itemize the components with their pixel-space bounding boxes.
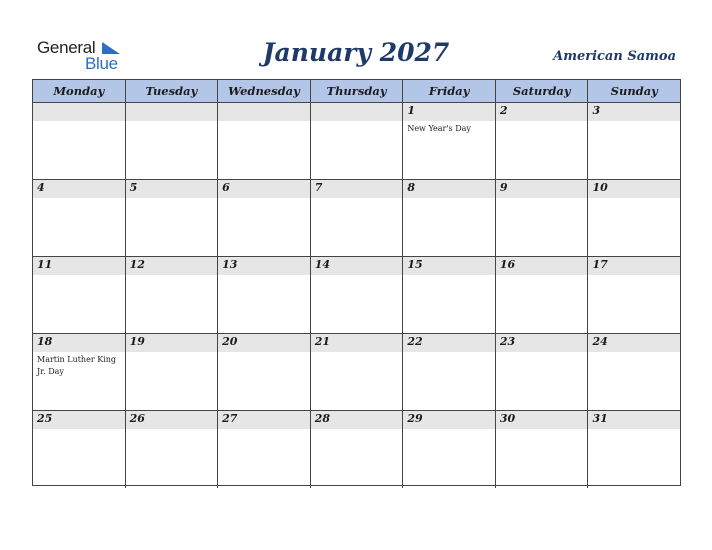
day-number-bar	[588, 103, 680, 121]
day-number: 8	[407, 181, 415, 194]
day-number-bar	[33, 103, 125, 121]
day-number: 2	[499, 104, 508, 117]
day-number: 9	[499, 181, 508, 194]
day-number-bar	[403, 103, 495, 121]
day-cell[interactable]	[403, 334, 496, 410]
day-number-bar	[496, 103, 588, 121]
day-number-bar	[496, 180, 588, 198]
weekday-header: Friday	[403, 80, 496, 102]
day-number: 18	[37, 335, 53, 348]
day-number: 28	[314, 412, 331, 425]
day-cell[interactable]	[403, 411, 496, 488]
day-cell[interactable]	[126, 411, 219, 488]
day-number: 7	[314, 181, 323, 194]
day-cell[interactable]	[311, 180, 404, 256]
day-cell[interactable]	[496, 334, 589, 410]
week-row	[33, 334, 680, 411]
day-cell[interactable]	[33, 334, 126, 410]
calendar-title: January 2027	[262, 38, 450, 67]
week-row	[33, 103, 680, 180]
day-number: 13	[222, 258, 238, 271]
day-cell[interactable]	[126, 103, 219, 179]
week-row	[33, 257, 680, 334]
day-cell[interactable]	[218, 257, 311, 333]
day-cell[interactable]	[588, 180, 680, 256]
day-cell[interactable]	[33, 257, 126, 333]
day-number: 31	[592, 412, 608, 425]
blue-triangle-flag-icon	[101, 41, 121, 55]
day-cell[interactable]	[126, 257, 219, 333]
logo-word-blue: Blue	[85, 54, 118, 73]
day-number-bar	[126, 103, 218, 121]
day-cell[interactable]	[311, 411, 404, 488]
day-cell[interactable]	[218, 180, 311, 256]
weekday-header: Saturday	[496, 80, 589, 102]
region-name: American Samoa	[553, 49, 676, 64]
weekday-header-row	[33, 80, 680, 103]
day-number-bar	[218, 103, 310, 121]
day-number-bar	[126, 180, 218, 198]
day-cell[interactable]	[126, 334, 219, 410]
day-cell[interactable]	[588, 334, 680, 410]
day-number: 1	[407, 104, 415, 117]
weekday-header: Monday	[33, 80, 126, 102]
day-number: 11	[37, 258, 53, 271]
day-number: 22	[407, 335, 423, 348]
weekday-header: Wednesday	[218, 80, 311, 102]
day-number: 16	[499, 258, 516, 271]
day-number: 14	[314, 258, 331, 271]
day-number-bar	[218, 180, 310, 198]
day-cell[interactable]	[403, 103, 496, 179]
day-number: 3	[592, 104, 601, 117]
day-cell[interactable]	[218, 103, 311, 179]
day-cell[interactable]	[496, 257, 589, 333]
day-cell[interactable]	[403, 257, 496, 333]
day-cell[interactable]	[403, 180, 496, 256]
day-cell[interactable]	[588, 257, 680, 333]
day-number: 24	[592, 335, 608, 348]
holiday-label: New Year's Day	[407, 124, 471, 133]
day-cell[interactable]	[218, 334, 311, 410]
day-number: 17	[592, 258, 608, 271]
day-cell[interactable]	[496, 103, 589, 179]
day-number: 25	[37, 412, 53, 425]
holiday-label: Martin Luther King Jr. Day	[37, 355, 116, 376]
day-cell[interactable]	[126, 180, 219, 256]
logo-word-general: General	[37, 38, 96, 57]
day-cell[interactable]	[311, 257, 404, 333]
weekday-header: Thursday	[311, 80, 404, 102]
day-number: 4	[37, 181, 45, 194]
logo	[37, 38, 127, 74]
weekday-header: Tuesday	[126, 80, 219, 102]
day-cell[interactable]	[311, 103, 404, 179]
day-number: 30	[499, 412, 516, 425]
day-number-bar	[311, 103, 403, 121]
calendar-grid	[32, 79, 681, 486]
day-number-bar	[311, 180, 403, 198]
day-number-bar	[403, 180, 495, 198]
week-row	[33, 411, 680, 488]
week-row	[33, 180, 680, 257]
day-number: 26	[129, 412, 145, 425]
day-number: 29	[407, 412, 423, 425]
day-number: 5	[129, 181, 138, 194]
day-cell[interactable]	[33, 103, 126, 179]
day-cell[interactable]	[496, 411, 589, 488]
day-number-bar	[33, 180, 125, 198]
day-number: 12	[129, 258, 145, 271]
day-cell[interactable]	[496, 180, 589, 256]
weeks-container	[33, 103, 680, 488]
day-number: 20	[222, 335, 238, 348]
day-number: 21	[314, 335, 331, 348]
day-number: 6	[222, 181, 230, 194]
day-number: 23	[499, 335, 516, 348]
day-cell[interactable]	[311, 334, 404, 410]
day-cell[interactable]	[588, 103, 680, 179]
day-number: 27	[222, 412, 238, 425]
day-number: 19	[129, 335, 145, 348]
day-number: 10	[592, 181, 608, 194]
weekday-header: Sunday	[610, 84, 658, 98]
day-cell[interactable]	[33, 411, 126, 488]
day-cell[interactable]	[33, 180, 126, 256]
day-number: 15	[407, 258, 423, 271]
day-cell[interactable]	[218, 411, 311, 488]
day-cell[interactable]	[588, 411, 680, 488]
